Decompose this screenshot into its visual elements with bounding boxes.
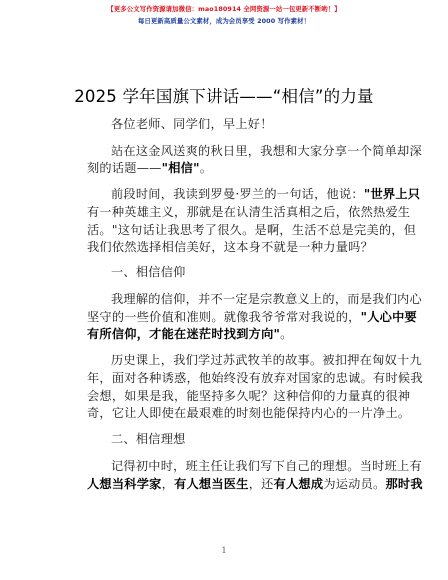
section-heading-1: 一、相信信仰: [111, 265, 186, 279]
text-run: ，还: [248, 477, 274, 491]
emphasis-text: "人心中要: [360, 310, 417, 324]
promo-banner-line-1: 【更多公文写作资源请加微信：mao180914 全网资源一站一包更新不断哟！】: [107, 5, 341, 13]
paragraph-5-line-2: [87, 477, 423, 491]
paragraph-2-line-4: 我们依然选择相信美好，这本身不就是一种力量吗？: [87, 240, 374, 254]
paragraph-4-line-1: 历史课上，我们学过苏武牧羊的故事。被扣押在匈奴十九: [111, 353, 422, 367]
paragraph-2-line-2: 有一种英雄主义，那就是在认清生活真相之后，依然热爱生: [87, 205, 411, 219]
emphasis-text: 那时我: [385, 477, 423, 491]
paragraph-4-line-4: 奇，它让人即使在最艰难的时刻也能保持内心的一片净土。: [87, 406, 411, 420]
paragraph-3-line-2: [87, 310, 417, 324]
emphasis-text: 有人想成: [273, 477, 324, 491]
emphasis-text: "世界上只: [363, 187, 421, 201]
page-number: 1: [221, 546, 227, 555]
text-run: 。: [280, 327, 293, 341]
paragraph-2-line-3: 活。"这句话让我思考了很久。是啊，生活不总是完美的，但: [87, 223, 417, 237]
emphasis-text: "相信": [161, 161, 200, 175]
emphasis-text: 有人想当医生: [174, 477, 249, 491]
paragraph-4-line-3: 会想，如果是我，能坚持多久呢？这种信仰的力量真的很神: [87, 389, 411, 403]
emphasis-text: 人想当科学家: [87, 477, 162, 491]
paragraph-2-line-1: [111, 187, 421, 201]
promo-banner-line-2: 每日更新高质量公文素材，成为会员享受 2000 写作素材！: [137, 17, 311, 25]
emphasis-text: 有所信仰，才能在迷茫时找到方向": [87, 327, 281, 341]
text-run: 为运动员。: [323, 477, 386, 491]
section-heading-2: 二、相信理想: [111, 432, 186, 446]
text-run: 前段时间，我读到罗曼·罗兰的一句话，他说：: [111, 187, 364, 201]
text-run: 。: [199, 161, 213, 175]
greeting: 各位老师、同学们，早上好！: [111, 117, 273, 131]
paragraph-3-line-1: 我理解的信仰，并不一定是宗教意义上的，而是我们内心: [111, 292, 422, 306]
paragraph-1-line-2: [87, 161, 373, 175]
paragraph-4-line-2: 年，面对各种诱惑，他始终没有放弃对国家的忠诚。有时候我: [87, 371, 423, 385]
document-title: 2025 学年国旗下讲话——“相信”的力量: [74, 87, 374, 106]
text-run: ，: [161, 477, 175, 491]
paragraph-5-line-1: 记得初中时，班主任让我们写下自己的理想。当时班上有: [111, 459, 422, 473]
paragraph-1-line-1: 站在这金风送爽的秋日里，我想和大家分享一个简单却深: [111, 144, 422, 158]
paragraph-3-line-3: [87, 327, 373, 341]
text-run: 坚守的一些价值和准则。就像我爷爷常对我说的，: [87, 310, 361, 324]
text-run: 刻的话题——: [87, 161, 162, 175]
